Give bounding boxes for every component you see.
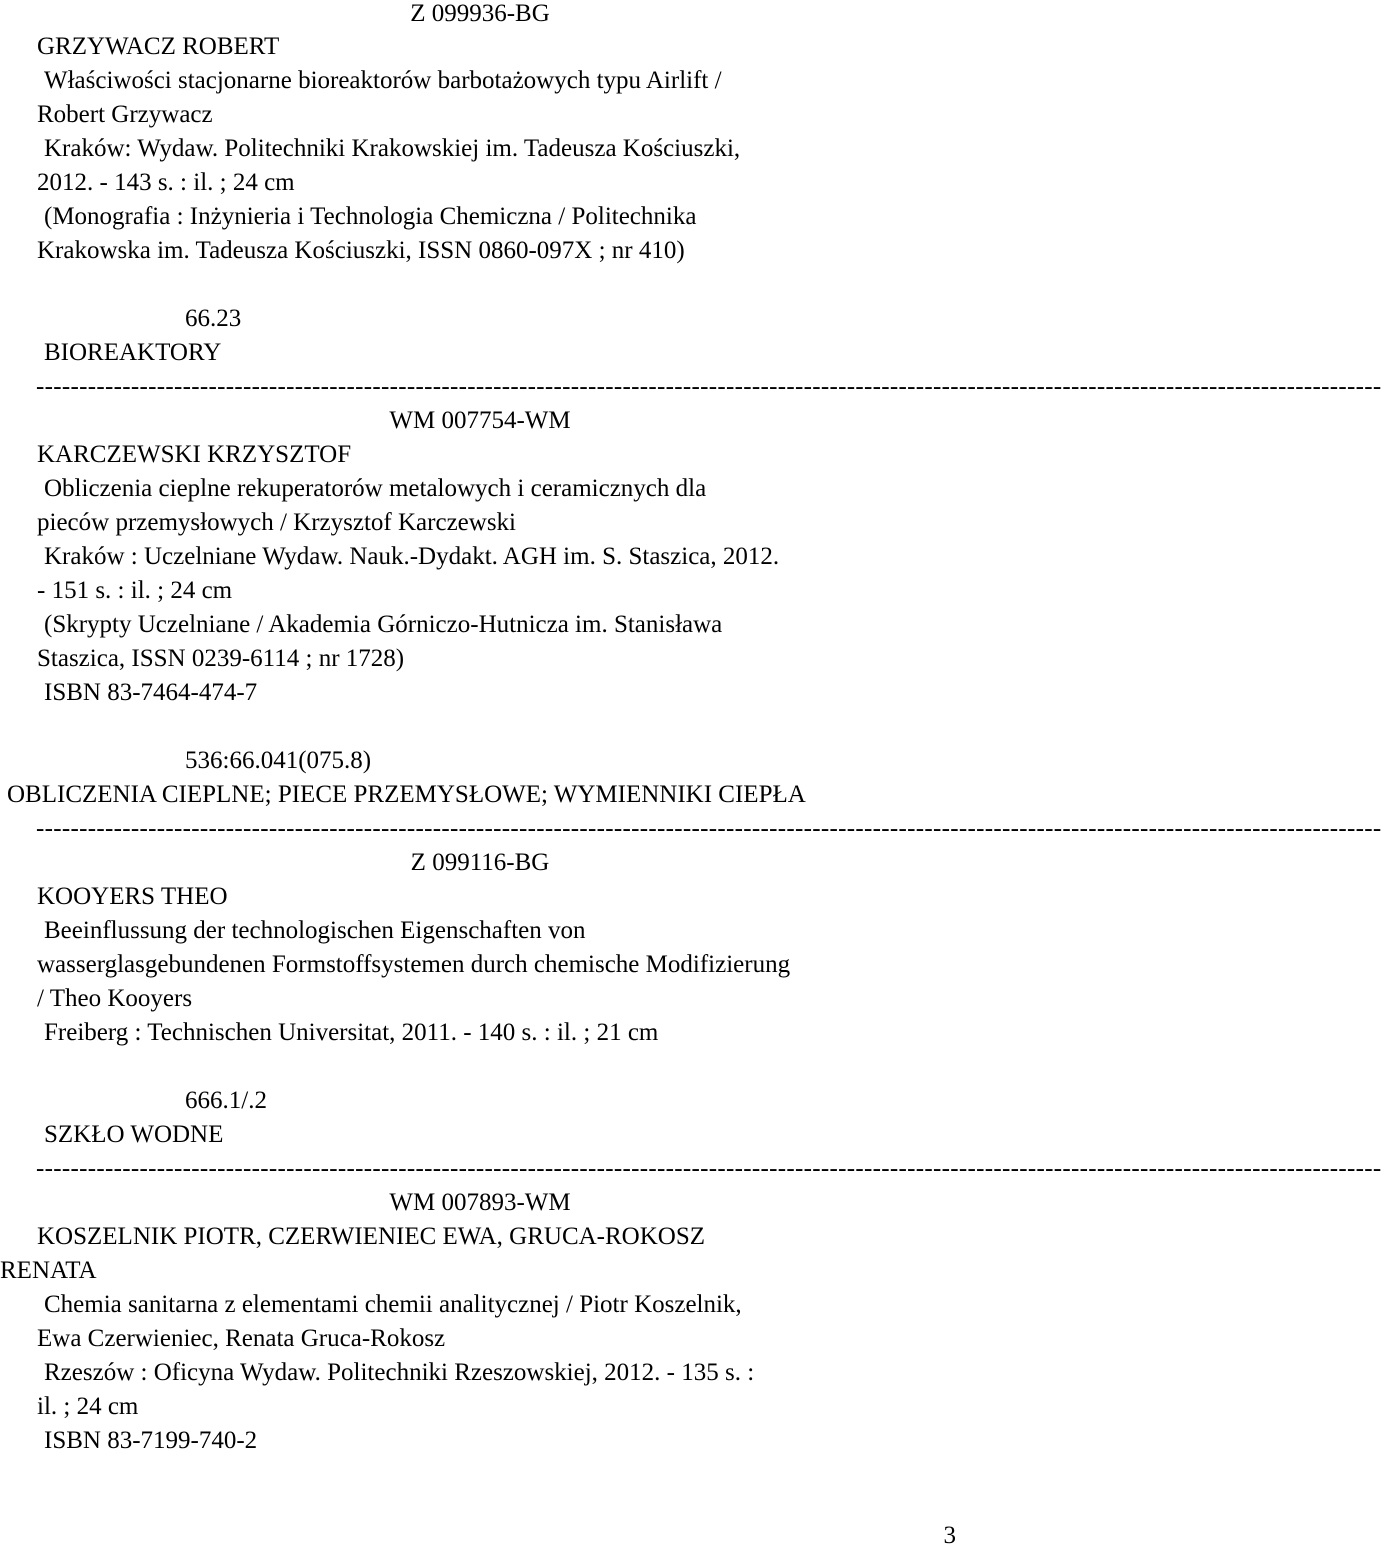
entry-publication: Kraków: Wydaw. Politechniki Krakowskiej im. Tadeusza Kościuszki, xyxy=(44,135,741,162)
entry-series: (Skrypty Uczelniane / Akademia Górniczo-Hutnicza im. Stanisława xyxy=(44,611,723,638)
divider: ------------------------------------------------------------------------------------------------------------------------------------------------------------ xyxy=(36,815,1382,842)
entry-code: WM 007893-WM xyxy=(389,1189,571,1216)
entry-classification: 536:66.041(075.8) xyxy=(185,747,372,774)
entry-subject: OBLICZENIA CIEPLNE; PIECE PRZEMYSŁOWE; WYMIENNIKI CIEPŁA xyxy=(7,781,806,808)
entry-author: KOOYERS THEO xyxy=(37,883,228,910)
entry-title: Robert Grzywacz xyxy=(37,101,213,128)
entry-title: Właściwości stacjonarne bioreaktorów barbotażowych typu Airlift / xyxy=(44,67,722,94)
entry-subject: SZKŁO WODNE xyxy=(44,1121,224,1148)
entry-publication: Kraków : Uczelniane Wydaw. Nauk.-Dydakt. AGH im. S. Staszica, 2012. xyxy=(44,543,780,570)
entry-title: Chemia sanitarna z elementami chemii analitycznej / Piotr Koszelnik, xyxy=(44,1291,742,1318)
entry-publication: Freiberg : Technischen Universitat, 2011. - 140 s. : il. ; 21 cm xyxy=(44,1019,659,1046)
entry-isbn: ISBN 83-7464-474-7 xyxy=(44,679,258,706)
entry-title: Beeinflussung der technologischen Eigenschaften von xyxy=(44,917,586,944)
entry-code: Z 099116-BG xyxy=(410,849,550,876)
entry-series: Krakowska im. Tadeusza Kościuszki, ISSN 0860-097X ; nr 410) xyxy=(37,237,685,264)
divider: ------------------------------------------------------------------------------------------------------------------------------------------------------------ xyxy=(36,373,1382,400)
entry-title: Obliczenia cieplne rekuperatorów metalowych i ceramicznych dla xyxy=(44,475,707,502)
entry-code: WM 007754-WM xyxy=(389,407,571,434)
entry-author: RENATA xyxy=(0,1257,97,1284)
entry-series: (Monografia : Inżynieria i Technologia Chemiczna / Politechnika xyxy=(44,203,697,230)
entry-publication: il. ; 24 cm xyxy=(37,1393,139,1420)
entry-publication: 2012. - 143 s. : il. ; 24 cm xyxy=(37,169,295,196)
entry-classification: 66.23 xyxy=(185,305,242,332)
entry-title: pieców przemysłowych / Krzysztof Karczewski xyxy=(37,509,516,536)
entry-classification: 666.1/.2 xyxy=(185,1087,267,1114)
divider: ------------------------------------------------------------------------------------------------------------------------------------------------------------ xyxy=(36,1155,1382,1182)
page-number: 3 xyxy=(943,1522,956,1549)
entry-author: GRZYWACZ ROBERT xyxy=(37,33,280,60)
entry-title: Ewa Czerwieniec, Renata Gruca-Rokosz xyxy=(37,1325,446,1352)
entry-title: wasserglasgebundenen Formstoffsystemen durch chemische Modifizierung xyxy=(37,951,791,978)
entry-author: KARCZEWSKI KRZYSZTOF xyxy=(37,441,352,468)
entry-title: / Theo Kooyers xyxy=(37,985,193,1012)
entry-isbn: ISBN 83-7199-740-2 xyxy=(44,1427,258,1454)
entry-subject: BIOREAKTORY xyxy=(44,339,222,366)
entry-code: Z 099936-BG xyxy=(410,0,550,27)
entry-author: KOSZELNIK PIOTR, CZERWIENIEC EWA, GRUCA-ROKOSZ xyxy=(37,1223,706,1250)
entry-publication: Rzeszów : Oficyna Wydaw. Politechniki Rzeszowskiej, 2012. - 135 s. : xyxy=(44,1359,755,1386)
entry-publication: - 151 s. : il. ; 24 cm xyxy=(37,577,233,604)
entry-series: Staszica, ISSN 0239-6114 ; nr 1728) xyxy=(37,645,405,672)
